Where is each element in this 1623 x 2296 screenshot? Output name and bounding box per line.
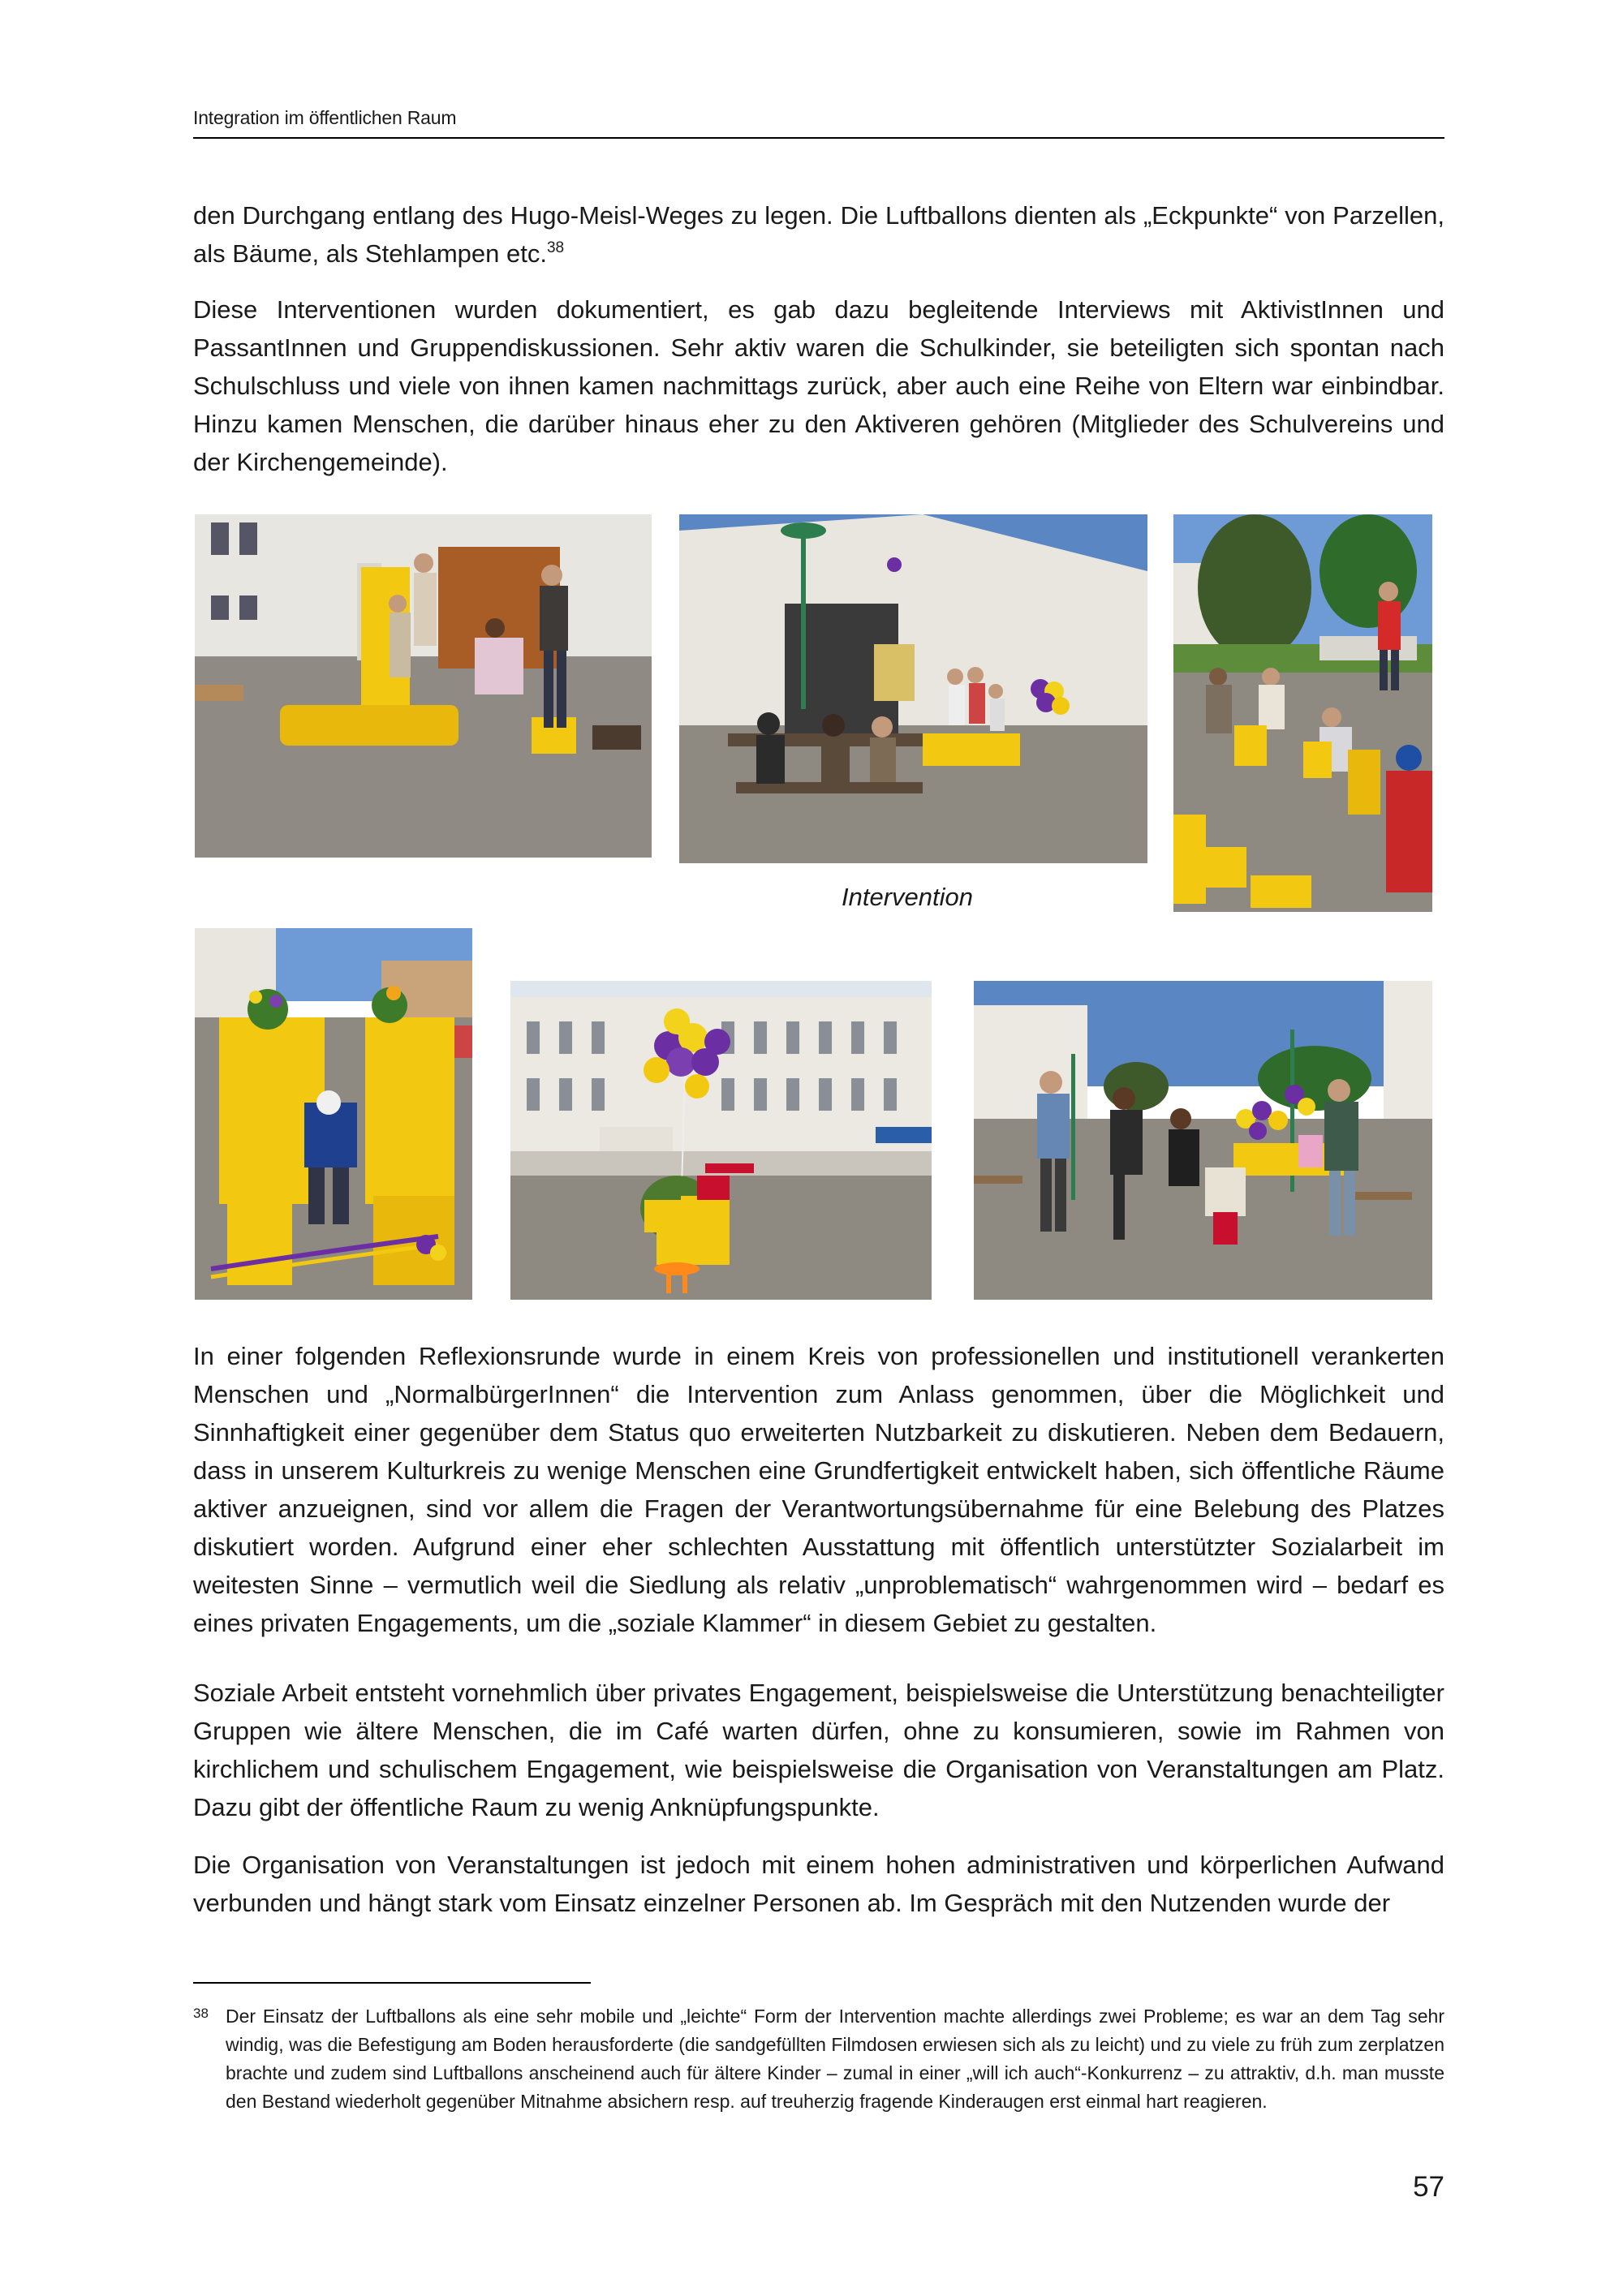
footnote-rule: [193, 1982, 591, 1984]
footnote-text: Der Einsatz der Luftballons als eine sehr mobile und „leichte“ Form der Intervention machte allerdings zwei Probleme; es war an dem Tag sehr windig, was die Befestigung am Boden herausforderte (die sandgefüllten Filmdosen erwiesen sich als zu leicht) und zu viele zu früh zum zerplatzen brachte und zudem sind Luftballons anscheinend auch für ältere Kinder – zumal in einer „will ich auch“-Konkurrenz – zu attraktiv, d.h. man musste den Bestand wiederholt gegenüber Mitnahme absichern resp. auf treuherzig fragende Kinderaugen erst einmal hart reagieren.: [226, 2006, 1444, 2112]
page-number: 57: [1413, 2171, 1444, 2203]
photo-balloon-installation: [510, 981, 932, 1300]
paragraph-1-text: den Durchgang entlang des Hugo-Meisl-Weges zu legen. Die Luftballons dienten als „Eckpunkte“ von Parzellen, als Bäume, als Stehlampen etc.: [193, 201, 1444, 268]
paragraph-4: Soziale Arbeit entsteht vornehmlich über privates Engagement, beispielsweise die Unterstützung benachteiligter Gruppen wie ältere Menschen, die im Café warten dürfen, ohne zu konsumieren, sowie im Rahmen von kirchlichem und schulischem Engagement, wie beispielsweise die Organisation von Veranstaltungen am Platz. Dazu gibt der öffentliche Raum zu wenig Anknüpfungspunkte.: [193, 1679, 1444, 1821]
footnote: [193, 2002, 1444, 2116]
figure-caption: Intervention: [842, 883, 973, 911]
footnote-number: 38: [193, 2006, 209, 2021]
running-header: Integration im öffentlichen Raum: [193, 107, 457, 128]
paragraph-5: Die Organisation von Veranstaltungen ist jedoch mit einem hohen administrativen und körperlichen Aufwand verbunden und hängt stark vom Einsatz einzelner Personen ab. Im Gespräch mit den Nutzenden wurde der: [193, 1851, 1444, 1917]
paragraph-3: In einer folgenden Reflexionsrunde wurde in einem Kreis von professionellen und institutionell verankerten Menschen und „NormalbürgerInnen“ die Intervention zum Anlass genommen, über die Möglichkeit und Sinnhaftigkeit einer gegenüber dem Status quo erweiterten Nutzbarkeit zu diskutieren. Neben dem Bedauern, dass in unserem Kulturkreis zu wenige Menschen eine Grundfertigkeit entwickelt haben, sich öffentliche Räume aktiver anzueignen, sind vor allem die Fragen der Verantwortungsübernahme für eine Belebung des Platzes diskutiert worden. Aufgrund einer eher schlechten Ausstattung mit öffentlich unterstützter Sozialarbeit im weitesten Sinne – vermutlich weil die Siedlung als relativ „unproblematisch“ wahrgenommen wird – bedarf es eines privaten Engagements, um die „soziale Klammer“ in diesem Gebiet zu gestalten.: [193, 1342, 1444, 1637]
photo-crate-towers-flowers: [195, 928, 472, 1300]
paragraph-2: Diese Interventionen wurden dokumentiert, es gab dazu begleitende Interviews mit AktivistInnen und PassantInnen und Gruppendiskussionen. Sehr aktiv waren die Schulkinder, sie beteiligten sich spontan nach Schulschluss und viele von ihnen kamen nachmittags zurück, aber auch eine Reihe von Eltern war einbindbar. Hinzu kamen Menschen, die darüber hinaus eher zu den Aktiveren gehören (Mitglieder des Schulvereins und der Kirchengemeinde).: [193, 295, 1444, 476]
photo-children-crates: [1173, 514, 1432, 912]
photo-crate-tower: [195, 514, 652, 858]
paragraph-1: [193, 196, 1444, 273]
footnote-reference[interactable]: 38: [546, 239, 565, 256]
photo-adults-with-balloons: [974, 981, 1432, 1300]
header-rule: [193, 137, 1444, 139]
photo-bench-gathering: [679, 514, 1147, 863]
